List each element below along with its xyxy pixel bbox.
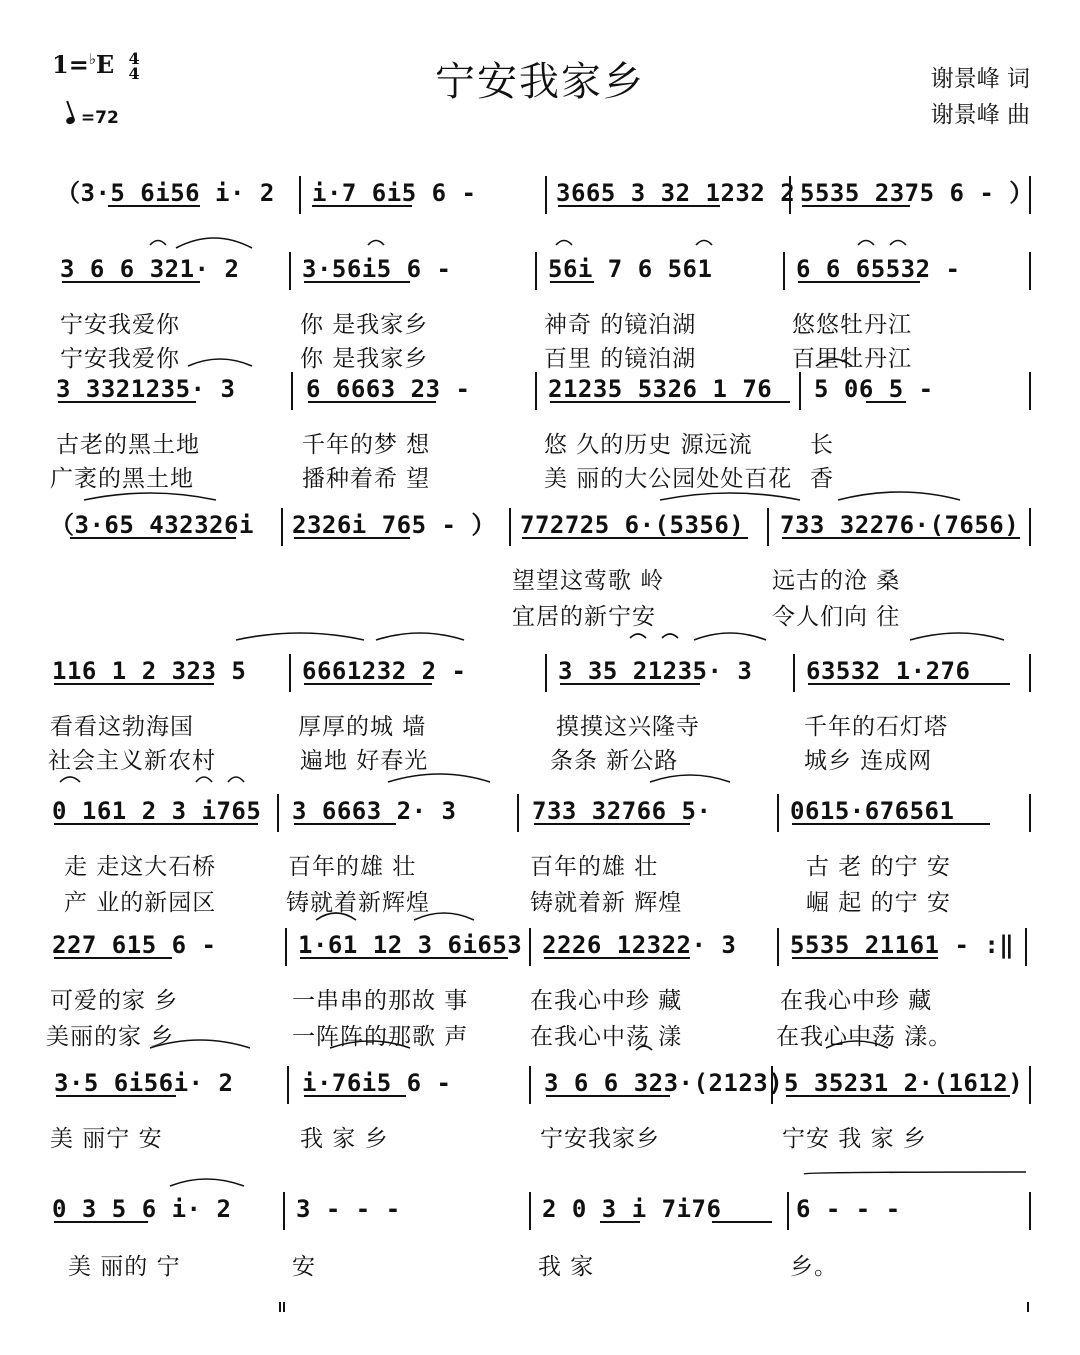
lyric: 宜居的新宁安 [512, 604, 656, 630]
measure: 6 - - - [796, 1195, 901, 1223]
measure: （3·65 432326i [50, 511, 254, 539]
lyric: 铸就着新辉煌 [286, 890, 430, 916]
measure: 5 35231 2·(1612) [784, 1069, 1024, 1097]
measure: （3·5 6i56 i· 2 [56, 179, 275, 207]
lyric: 古老的黑土地 [56, 432, 200, 458]
lyric: 遍地 好春光 [300, 748, 429, 774]
lyric: 悠悠牡丹江 [792, 312, 912, 338]
lyricist-credit: 谢景峰 词 [930, 66, 1030, 92]
measure: 3·56i5 6 - [302, 255, 452, 283]
lyric: 你 是我家乡 [300, 346, 429, 372]
measure: 3 - - - [296, 1195, 401, 1223]
lyric: 乡。 [790, 1254, 838, 1280]
lyric: 百年的雄 壮 [288, 854, 417, 880]
lyric: 长 [810, 432, 834, 458]
lyric: 神奇 的镜泊湖 [544, 312, 697, 338]
lyric: 安 [292, 1254, 316, 1280]
measure: 3665 3 32 1232 2 [556, 179, 796, 207]
measure: 3 35 21235· 3 [558, 657, 753, 685]
lyric: 产 业的新园区 [64, 890, 217, 916]
lyric: 悠 久的历史 源远流 [544, 432, 753, 458]
lyric: 你 是我家乡 [300, 312, 429, 338]
lyric: 广袤的黑土地 [50, 466, 194, 492]
lyric: 一阵阵的那歌 声 [292, 1024, 469, 1050]
lyric: 百年的雄 壮 [530, 854, 659, 880]
lyric: 宁安我爱你 [60, 346, 180, 372]
measure: 3 6 6 323·(2123) [544, 1069, 784, 1097]
lyric: 百里 的镜泊湖 [544, 346, 697, 372]
measure: 3 3321235· 3 [56, 375, 236, 403]
key-signature: 1=♭E 4 4 [52, 49, 140, 83]
time-signature: 4 4 [128, 49, 140, 83]
measure: 1·61 12 3 6i653 [298, 931, 523, 959]
measure: 3·5 6i56i· 2 [54, 1069, 234, 1097]
measure: 6661232 2 - [302, 657, 467, 685]
measure: 2226 12322· 3 [542, 931, 737, 959]
barlines [278, 176, 1030, 1312]
lyric: 美 丽宁 安 [50, 1126, 163, 1152]
measure: 63532 1·276 [806, 657, 971, 685]
measure: 3 6 6 321· 2 [60, 255, 240, 283]
composer-credit: 谢景峰 曲 [930, 102, 1030, 128]
measure: i·7 6i5 6 - [312, 179, 477, 207]
lyric: 厚厚的城 墙 [298, 714, 427, 740]
lyric: 摸摸这兴隆寺 [556, 714, 700, 740]
lyric: 在我心中荡 漾。 [776, 1024, 953, 1050]
lyric: 千年的梦 想 [302, 432, 431, 458]
tempo-marking: =72 [66, 108, 119, 128]
lyric: 在我心中珍 藏 [530, 988, 683, 1014]
lyric: 美 丽的大公园处处百花 [544, 466, 793, 492]
measure: 21235 5326 1 76 [548, 375, 773, 403]
lyric: 我 家 [538, 1254, 595, 1280]
lyric: 美丽的家 乡 [46, 1024, 175, 1050]
lyric: 我 家 乡 [300, 1126, 389, 1152]
lyric: 宁安 我 家 乡 [782, 1126, 927, 1152]
measure: 0 3 5 6 i· 2 [52, 1195, 232, 1223]
lyric: 条条 新公路 [550, 748, 679, 774]
beam-underlines [54, 206, 1020, 1222]
lyric: 社会主义新农村 [48, 748, 216, 774]
lyric: 崛 起 的宁 安 [806, 890, 951, 916]
lyric: 城乡 连成网 [804, 748, 933, 774]
song-title: 宁安我家乡 [435, 59, 645, 105]
lyric: 望望这莺歌 岭 [512, 568, 665, 594]
lyric: 远古的沧 桑 [772, 568, 901, 594]
lyric: 古 老 的宁 安 [806, 854, 951, 880]
measure: i·76i5 6 - [302, 1069, 452, 1097]
measure: 227 615 6 - [52, 931, 217, 959]
lyric: 宁安我爱你 [60, 312, 180, 338]
measure: 2 0 3 i 7i76 [542, 1195, 722, 1223]
lyric: 可爱的家 乡 [50, 988, 179, 1014]
lyric: 千年的石灯塔 [804, 714, 948, 740]
measure: 0 161 2 3 i765 [52, 797, 262, 825]
measure: 733 32276·(7656) [780, 511, 1020, 539]
lyric: 宁安我家乡 [540, 1126, 660, 1152]
measure: 3 6663 2· 3 [292, 797, 457, 825]
lyric: 美 丽的 宁 [68, 1254, 181, 1280]
slurs [60, 238, 1026, 1186]
measure: 0615·676561 [790, 797, 955, 825]
lyric: 一串串的那故 事 [292, 988, 469, 1014]
measure: 6 6663 23 - [306, 375, 471, 403]
measure: 116 1 2 323 5 [52, 657, 247, 685]
lyric: 令人们向 往 [772, 604, 901, 630]
measure: 2326i 765 - ） [292, 511, 496, 539]
measure: 56i 7 6 561 [548, 255, 713, 283]
lyric: 走 走这大石桥 [64, 854, 217, 880]
lyric: 铸就着新 辉煌 [530, 890, 683, 916]
measure: 5535 2375 6 - ） [800, 179, 1034, 207]
lyric: 播种着希 望 [302, 466, 431, 492]
lyric: 百里牡丹江 [792, 346, 912, 372]
measure: 5535 21161 - :‖ [790, 931, 1015, 959]
measure: 772725 6·(5356) [520, 511, 745, 539]
measure: 733 32766 5· [532, 797, 712, 825]
lyric: 在我心中珍 藏 [780, 988, 933, 1014]
measure: 6 6 65532 - [796, 255, 961, 283]
measure: 5 06 5 - [814, 375, 934, 403]
lyric: 香 [810, 466, 834, 492]
lyric: 看看这勃海国 [50, 714, 194, 740]
lyric: 在我心中荡 漾 [530, 1024, 683, 1050]
